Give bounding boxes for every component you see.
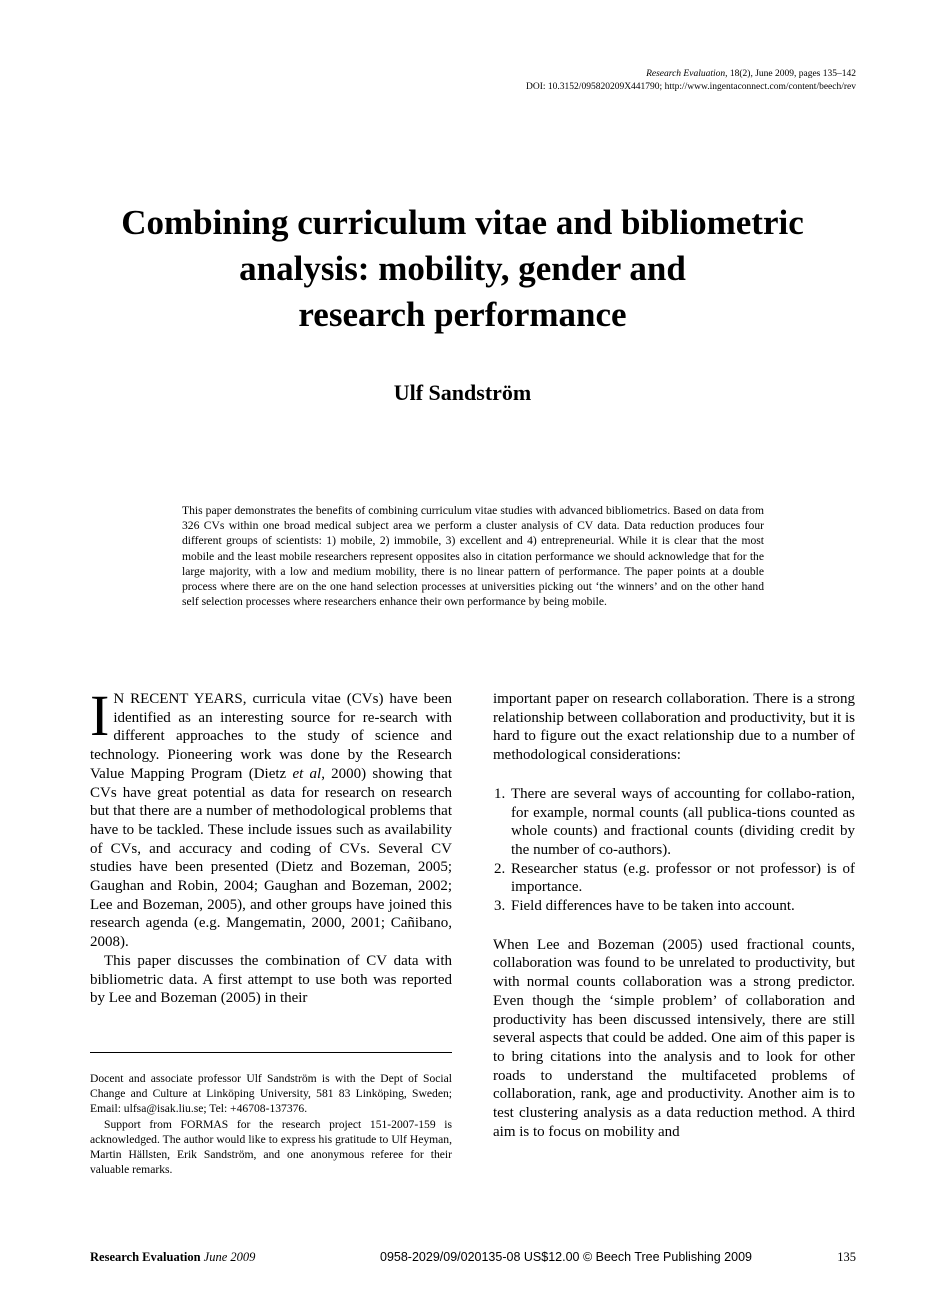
intro-text-lead: N RECENT YEARS, curricula vitae (CVs) have been identified as an interesting source for re-search with different approaches to the study of science and technology. Pioneering work was done by the Research Value Mapping Program (Dietz: [90, 691, 452, 782]
page-number: 135: [837, 1250, 856, 1264]
footer-issn: 0958-2029/09/020135-08 US$12.00 © Beech Tree Publishing 2009: [380, 1250, 752, 1264]
intro-et-al: et al: [292, 765, 322, 782]
title-line-1: Combining curriculum vitae and bibliometric: [121, 203, 804, 242]
list-item: 1. There are several ways of accounting for collabo-ration, for example, normal counts (all publica-tions counted as whole counts) and fractional counts (dividing credit by the number of co-authors).: [509, 785, 855, 860]
citation-details: , 18(2), June 2009, pages 135–142: [725, 69, 856, 79]
paper-title: [0, 200, 925, 338]
title-line-2: analysis: mobility, gender and: [239, 249, 686, 288]
doi-line: DOI: 10.3152/095820209X441790; http://www.ingentaconnect.com/content/beech/rev: [526, 82, 856, 92]
running-header-citation: [646, 68, 856, 81]
author-name: Ulf Sandström: [393, 380, 532, 405]
footnotes: [90, 1071, 452, 1177]
footer-journal: [90, 1250, 255, 1265]
intro-paragraph: [90, 683, 453, 952]
list-item: 2. Researcher status (e.g. professor or not professor) is of importance.: [509, 860, 855, 897]
right-paragraph-2: When Lee and Bozeman (2005) used fractional counts, collaboration was found to be unrelated to productivity, but with normal counts collaboration was a strong predictor. Even though the ‘simple problem’ of collaboration and productivity has been discussed intensively, there are still several aspects that could be added. One aim of this paper is to bring citations into the analysis and to look for other roads to understand the multifaceted problems of collaboration, rank, age and productivity. Another aim is to test clustering analysis as a data reduction method. A third aim is to focus on mobility and: [493, 936, 855, 1140]
author-affiliation-note: Docent and associate professor Ulf Sandström is with the Dept of Social Change and Culture at Linköping University, 581 83 Linköping, Sweden; Email: ulfsa@isak.liu.se; Tel: +46708-137376.: [90, 1072, 452, 1116]
list-item: 3. Field differences have to be taken into account.: [509, 897, 855, 916]
left-column: [90, 683, 453, 1008]
drop-cap: I: [90, 683, 110, 748]
journal-name: Research Evaluation: [646, 69, 726, 79]
considerations-list: [493, 785, 855, 916]
footnote-rule: [90, 1052, 452, 1053]
right-paragraph-1: important paper on research collaboration. There is a strong relationship between collaboration and productivity, but it is hard to figure out the exact relationship due to a number of methodological considerations:: [493, 691, 855, 764]
title-line-3: research performance: [298, 295, 627, 334]
right-column: [493, 690, 855, 1141]
paragraph-2: This paper discusses the combination of CV data with bibliometric data. A first attempt to use both was reported by Lee and Bozeman (2005) in their: [90, 952, 452, 1007]
abstract: This paper demonstrates the benefits of combining curriculum vitae studies with advanced bibliometrics. Based on data from 326 CVs within one broad medical subject area we perform a cluster analysis of CV data. Data reduction produces four different groups of scientists: 1) mobile, 2) immobile, 3) excellent and 4) entrepreneurial. While it is clear that the most mobile and the least mobile researchers represent opposites also in citation performance we should acknowledge that for the large majority, with a low and medium mobility, there is no linear pattern of performance. The paper points at a double process where there are on the one hand selection processes at universities picking out ‘the winners’ and on the other hand self selection processes where researchers enhance their own performance by being mobile.: [182, 504, 764, 609]
intro-text-rest: , 2000) showing that CVs have great potential as data for research on research but that there are a number of methodological problems that have to be tackled. These include issues such as availability of CVs, and accuracy and coding of CVs. Several CV studies have been presented (Dietz and Bozeman, 2005; Gaughan and Robin, 2004; Gaughan and Bozeman, 2002; Lee and Bozeman, 2005), and other groups have joined this research agenda (e.g. Mangematin, 2000, 2001; Cañibano, 2008).: [90, 765, 453, 951]
footer-date: June 2009: [203, 1250, 256, 1264]
footer-journal-name: Research Evaluation: [90, 1250, 201, 1264]
acknowledgement-note: Support from FORMAS for the research project 151-2007-159 is acknowledged. The author would like to express his gratitude to Ulf Heyman, Martin Hällsten, Erik Sandström, and one anonymous referee for their valuable remarks.: [90, 1117, 452, 1177]
page-footer: [90, 1250, 856, 1266]
